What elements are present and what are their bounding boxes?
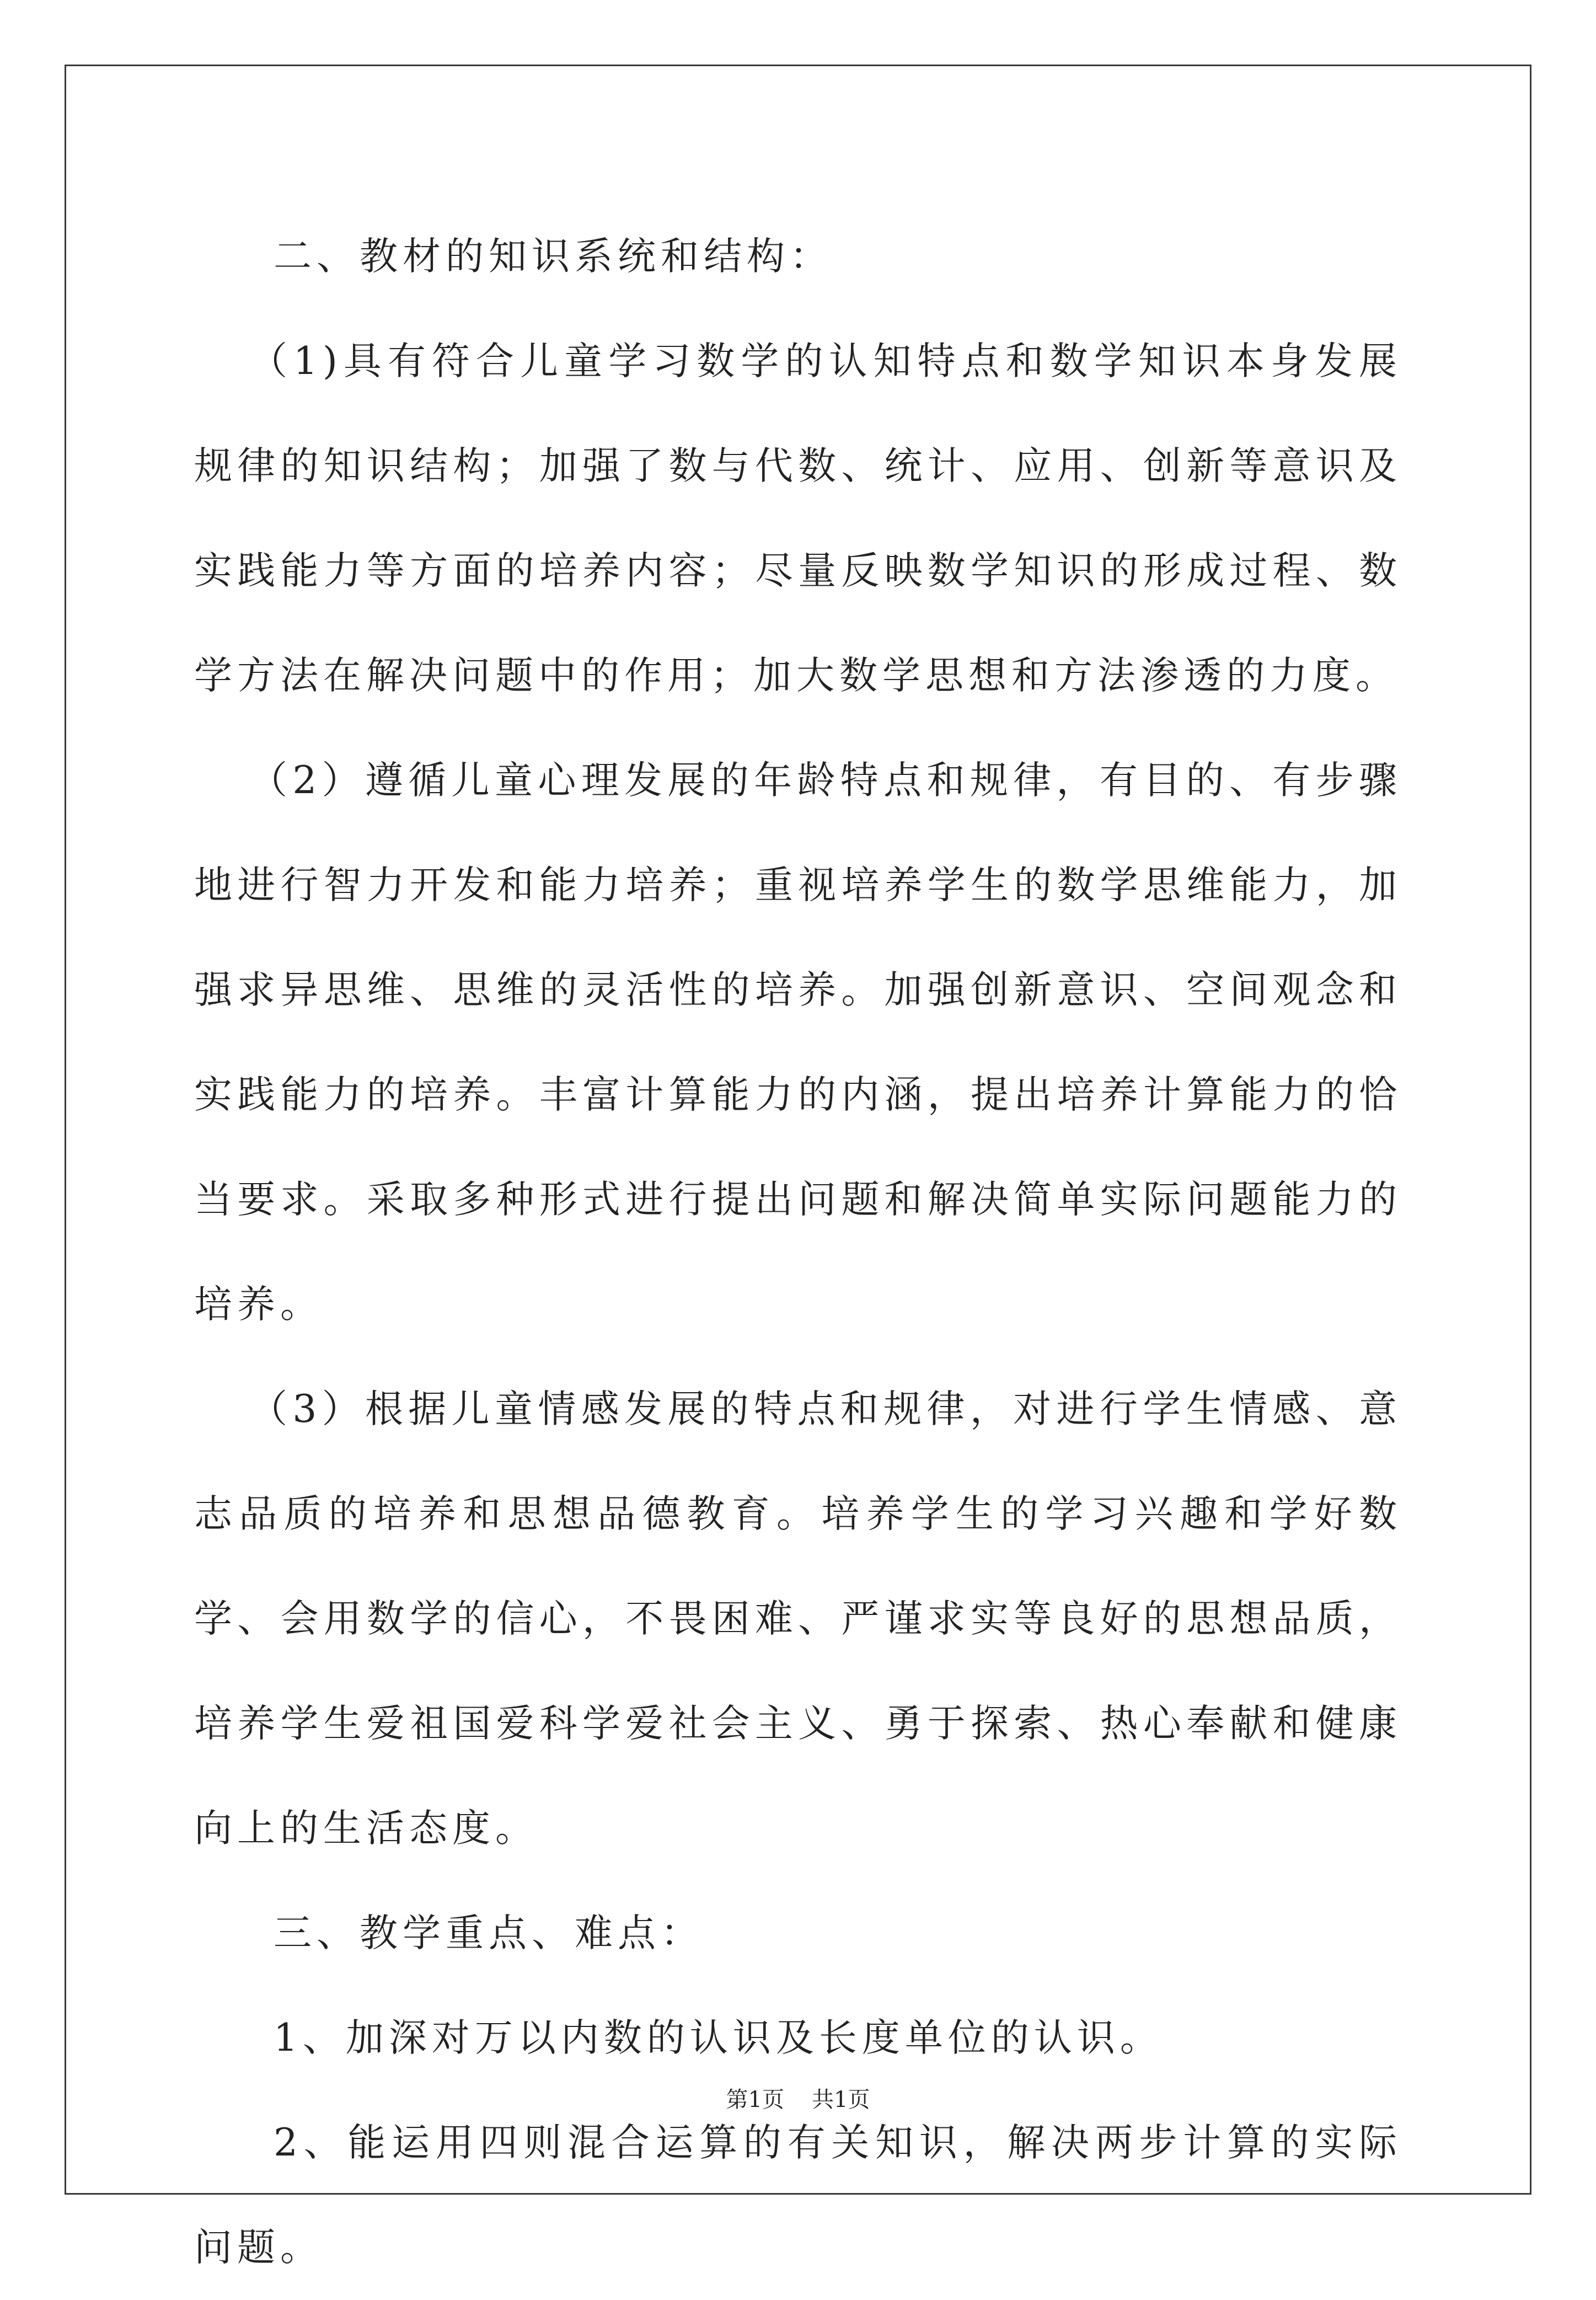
page-number: 第1页 bbox=[726, 2087, 784, 2112]
section-heading-2: 二、教材的知识系统和结构： bbox=[274, 234, 833, 279]
paragraph-item-2: （2）遵循儿童心理发展的年龄特点和规律，有目的、有步骤地进行智力开发和能力培养；重视培养学生的数学思维能力，加强求异思维、思维的灵活性的培养。加强创新意识、空间观念和实践能力的培养。丰富计算能力的内涵，提出培养计算能力的恰当要求。采取多种形式进行提出问题和解决简单实际问题能力的培养。 bbox=[194, 758, 1402, 1326]
paragraph-item-1: （1)具有符合儿童学习数学的认知特点和数学知识本身发展规律的知识结构；加强了数与代数、统计、应用、创新等意识及实践能力等方面的培养内容；尽量反映数学知识的形成过程、数学方法在解决问题中的作用；加大数学思想和方法渗透的力度。 bbox=[194, 339, 1402, 698]
page-footer bbox=[0, 2082, 1596, 2114]
document-body bbox=[194, 204, 1402, 2300]
key-point-1: 1、加深对万以内数的认识及长度单位的认识。 bbox=[274, 2016, 1163, 2060]
key-point-2: 2、能运用四则混合运算的有关知识，解决两步计算的实际问题。 bbox=[194, 2121, 1402, 2270]
section-heading-3: 三、教学重点、难点： bbox=[274, 1911, 704, 1955]
page-total: 共1页 bbox=[812, 2087, 870, 2112]
paragraph-item-3: （3）根据儿童情感发展的特点和规律，对进行学生情感、意志品质的培养和思想品德教育。培养学生的学习兴趣和学好数学、会用数学的信心，不畏困难、严谨求实等良好的思想品质，培养学生爱祖国爱科学爱社会主义、勇于探索、热心奉献和健康向上的生活态度。 bbox=[194, 1387, 1402, 1850]
